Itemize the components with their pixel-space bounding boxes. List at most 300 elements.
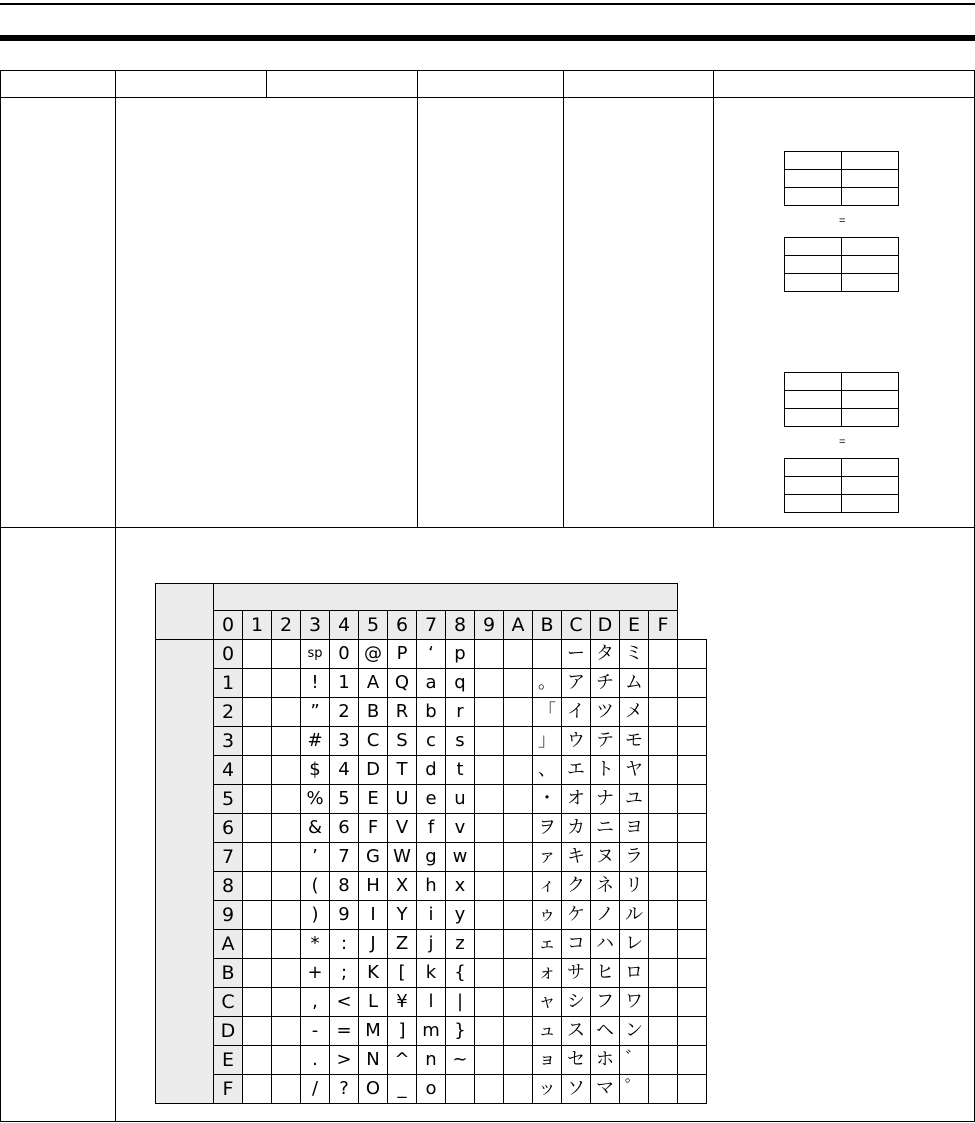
table-row [156, 1017, 707, 1046]
char-cell [243, 727, 272, 756]
char-cell: ゥ [533, 901, 562, 930]
char-cell: @ [359, 640, 388, 669]
char-cell: ア [562, 669, 591, 698]
column-header: 2 [272, 611, 301, 640]
char-cell: ユ [620, 785, 649, 814]
char-cell: F [359, 814, 388, 843]
char-cell [678, 785, 707, 814]
char-cell [533, 640, 562, 669]
char-cell: キ [562, 843, 591, 872]
char-cell: D [359, 756, 388, 785]
char-cell [475, 843, 504, 872]
char-cell [504, 640, 533, 669]
char-cell [272, 1075, 301, 1104]
char-cell: ク [562, 872, 591, 901]
char-cell [678, 756, 707, 785]
table-row [156, 814, 707, 843]
char-cell [649, 1075, 678, 1104]
char-cell: E [359, 785, 388, 814]
lower-digit-band [156, 640, 214, 1104]
char-cell: b [417, 698, 446, 727]
char-cell [504, 727, 533, 756]
char-cell: ロ [620, 959, 649, 988]
row-header: 2 [214, 698, 243, 727]
col-divider-5 [713, 70, 714, 528]
row-header: B [214, 959, 243, 988]
char-cell: Y [388, 901, 417, 930]
char-cell: Z [388, 930, 417, 959]
table-row [156, 1075, 707, 1104]
char-cell: j [417, 930, 446, 959]
char-cell [678, 814, 707, 843]
char-cell: { [446, 959, 475, 988]
char-cell: ヲ [533, 814, 562, 843]
char-cell: 6 [330, 814, 359, 843]
char-cell: 2 [330, 698, 359, 727]
char-cell [649, 1046, 678, 1075]
char-cell: K [359, 959, 388, 988]
char-cell [475, 756, 504, 785]
table-row [156, 640, 707, 669]
char-cell: 、 [533, 756, 562, 785]
char-cell [504, 669, 533, 698]
char-cell: ’ [301, 843, 330, 872]
column-header: 5 [359, 611, 388, 640]
column-header: E [620, 611, 649, 640]
row-header: 7 [214, 843, 243, 872]
table-corner [156, 584, 214, 640]
char-cell: フ [591, 988, 620, 1017]
row-header: 0 [214, 640, 243, 669]
char-cell [649, 843, 678, 872]
char-cell [475, 814, 504, 843]
char-cell: R [388, 698, 417, 727]
char-cell [272, 814, 301, 843]
row-header: 9 [214, 901, 243, 930]
char-cell: メ [620, 698, 649, 727]
char-cell [504, 1017, 533, 1046]
char-cell [504, 872, 533, 901]
char-cell: ゜ [620, 1075, 649, 1104]
column-header: 9 [475, 611, 504, 640]
table-row [156, 698, 707, 727]
char-cell [243, 1075, 272, 1104]
row-header: 6 [214, 814, 243, 843]
column-header: 8 [446, 611, 475, 640]
char-cell [504, 698, 533, 727]
col-divider-4 [563, 70, 564, 528]
char-cell [678, 640, 707, 669]
register-diagram-1 [784, 151, 899, 206]
char-cell [649, 930, 678, 959]
char-cell: s [446, 727, 475, 756]
char-cell [678, 1046, 707, 1075]
char-cell: ー [562, 640, 591, 669]
char-cell: + [301, 959, 330, 988]
char-cell: f [417, 814, 446, 843]
char-cell [678, 698, 707, 727]
table-row [156, 988, 707, 1017]
char-cell: N [359, 1046, 388, 1075]
char-cell: o [417, 1075, 446, 1104]
char-cell [649, 669, 678, 698]
char-cell: * [301, 930, 330, 959]
table-row [156, 1046, 707, 1075]
char-cell [243, 698, 272, 727]
char-cell [243, 785, 272, 814]
char-cell: ? [330, 1075, 359, 1104]
char-cell [272, 872, 301, 901]
row-header: E [214, 1046, 243, 1075]
char-cell: ュ [533, 1017, 562, 1046]
char-cell [243, 901, 272, 930]
column-header: D [591, 611, 620, 640]
char-cell: V [388, 814, 417, 843]
char-cell [272, 640, 301, 669]
char-cell: c [417, 727, 446, 756]
char-cell [649, 785, 678, 814]
column-header-row [156, 611, 707, 640]
column-header: 7 [417, 611, 446, 640]
char-cell: : [330, 930, 359, 959]
char-cell: ス [562, 1017, 591, 1046]
char-cell [678, 843, 707, 872]
char-cell: y [446, 901, 475, 930]
char-cell [504, 785, 533, 814]
char-cell [475, 959, 504, 988]
char-cell: 7 [330, 843, 359, 872]
char-cell: ^ [388, 1046, 417, 1075]
char-cell: ツ [591, 698, 620, 727]
char-cell: < [330, 988, 359, 1017]
char-cell [243, 930, 272, 959]
char-cell [243, 872, 272, 901]
register-diagram-3 [784, 372, 899, 427]
char-cell [678, 1017, 707, 1046]
column-header: 3 [301, 611, 330, 640]
character-code-table [155, 583, 707, 1104]
char-cell: ~ [446, 1046, 475, 1075]
table-row [156, 669, 707, 698]
char-cell [504, 901, 533, 930]
char-cell: P [388, 640, 417, 669]
char-cell: k [417, 959, 446, 988]
char-cell [272, 901, 301, 930]
column-header: 6 [388, 611, 417, 640]
char-cell: S [388, 727, 417, 756]
char-cell: W [388, 843, 417, 872]
row-header: 8 [214, 872, 243, 901]
char-cell: シ [562, 988, 591, 1017]
char-cell [475, 930, 504, 959]
char-cell [504, 814, 533, 843]
char-cell: ン [620, 1017, 649, 1046]
register-diagram-4 [784, 458, 899, 513]
row-header: F [214, 1075, 243, 1104]
header-rule-thick [0, 35, 975, 41]
char-cell [649, 814, 678, 843]
char-cell: 9 [330, 901, 359, 930]
char-cell [243, 1046, 272, 1075]
char-cell [649, 1017, 678, 1046]
char-cell [504, 988, 533, 1017]
row-header: C [214, 988, 243, 1017]
char-cell [475, 1046, 504, 1075]
char-cell: z [446, 930, 475, 959]
char-cell [272, 785, 301, 814]
char-cell: % [301, 785, 330, 814]
char-cell: h [417, 872, 446, 901]
char-cell: イ [562, 698, 591, 727]
char-cell: ] [388, 1017, 417, 1046]
char-cell: g [417, 843, 446, 872]
char-cell: / [301, 1075, 330, 1104]
char-cell [272, 930, 301, 959]
char-cell: ; [330, 959, 359, 988]
char-cell: , [301, 988, 330, 1017]
header-rule-thin [0, 3, 975, 5]
char-cell: J [359, 930, 388, 959]
char-cell: > [330, 1046, 359, 1075]
char-cell [272, 1017, 301, 1046]
char-cell: p [446, 640, 475, 669]
char-cell [649, 756, 678, 785]
char-cell: d [417, 756, 446, 785]
char-cell [475, 901, 504, 930]
char-cell [272, 959, 301, 988]
char-cell: ハ [591, 930, 620, 959]
equals-mark-2: = [839, 436, 846, 448]
char-cell [649, 988, 678, 1017]
char-cell: ト [591, 756, 620, 785]
char-cell [243, 988, 272, 1017]
char-cell [243, 669, 272, 698]
column-header: 1 [243, 611, 272, 640]
row-header: 4 [214, 756, 243, 785]
char-cell: ヨ [620, 814, 649, 843]
char-cell: エ [562, 756, 591, 785]
char-cell: 。 [533, 669, 562, 698]
char-cell [272, 669, 301, 698]
char-cell: w [446, 843, 475, 872]
row-header: 5 [214, 785, 243, 814]
char-cell [678, 901, 707, 930]
table-row [156, 872, 707, 901]
char-cell [475, 640, 504, 669]
char-cell [243, 959, 272, 988]
char-cell: オ [562, 785, 591, 814]
char-cell: q [446, 669, 475, 698]
char-cell: 4 [330, 756, 359, 785]
char-cell: 1 [330, 669, 359, 698]
column-header: A [504, 611, 533, 640]
char-cell [649, 901, 678, 930]
char-cell [504, 930, 533, 959]
char-cell [649, 640, 678, 669]
char-cell [678, 1075, 707, 1104]
char-cell: ワ [620, 988, 649, 1017]
char-cell: テ [591, 727, 620, 756]
char-cell: U [388, 785, 417, 814]
char-cell: ケ [562, 901, 591, 930]
header-row-divider [0, 97, 975, 98]
char-cell: = [330, 1017, 359, 1046]
char-cell: a [417, 669, 446, 698]
char-cell: ‘ [417, 640, 446, 669]
char-cell: [ [388, 959, 417, 988]
column-header: 0 [214, 611, 243, 640]
char-cell: ァ [533, 843, 562, 872]
char-cell: r [446, 698, 475, 727]
char-cell: O [359, 1075, 388, 1104]
char-cell: T [388, 756, 417, 785]
char-cell: # [301, 727, 330, 756]
char-cell: sp [301, 640, 330, 669]
table-row [156, 727, 707, 756]
char-cell: C [359, 727, 388, 756]
char-cell: タ [591, 640, 620, 669]
char-cell: ヘ [591, 1017, 620, 1046]
char-cell: i [417, 901, 446, 930]
char-cell: | [446, 988, 475, 1017]
char-cell: ヒ [591, 959, 620, 988]
char-cell: ル [620, 901, 649, 930]
char-cell [504, 1046, 533, 1075]
char-cell [475, 988, 504, 1017]
char-cell: 5 [330, 785, 359, 814]
char-cell: & [301, 814, 330, 843]
char-cell: リ [620, 872, 649, 901]
char-cell: - [301, 1017, 330, 1046]
char-cell [649, 959, 678, 988]
char-cell: ョ [533, 1046, 562, 1075]
char-cell [272, 843, 301, 872]
char-cell: モ [620, 727, 649, 756]
row-header: D [214, 1017, 243, 1046]
char-cell [272, 698, 301, 727]
column-header: 4 [330, 611, 359, 640]
char-cell: ヌ [591, 843, 620, 872]
char-cell: e [417, 785, 446, 814]
char-cell: . [301, 1046, 330, 1075]
char-cell: カ [562, 814, 591, 843]
char-cell: ォ [533, 959, 562, 988]
char-cell: ヤ [620, 756, 649, 785]
char-cell: v [446, 814, 475, 843]
char-cell: ( [301, 872, 330, 901]
char-cell: チ [591, 669, 620, 698]
char-cell [272, 1046, 301, 1075]
char-cell [649, 727, 678, 756]
table-row [156, 901, 707, 930]
char-cell: 」 [533, 727, 562, 756]
char-cell: ノ [591, 901, 620, 930]
char-cell: n [417, 1046, 446, 1075]
char-cell: _ [388, 1075, 417, 1104]
char-cell [678, 727, 707, 756]
char-cell [475, 1017, 504, 1046]
char-cell: ¥ [388, 988, 417, 1017]
char-cell [272, 988, 301, 1017]
row-header: 3 [214, 727, 243, 756]
char-cell: Q [388, 669, 417, 698]
char-cell: ラ [620, 843, 649, 872]
char-cell: ソ [562, 1075, 591, 1104]
char-cell: コ [562, 930, 591, 959]
char-cell: u [446, 785, 475, 814]
register-diagram-2 [784, 237, 899, 292]
char-cell [678, 959, 707, 988]
row-header: A [214, 930, 243, 959]
char-cell [475, 872, 504, 901]
char-cell: t [446, 756, 475, 785]
char-cell: } [446, 1017, 475, 1046]
char-cell [475, 727, 504, 756]
char-cell [243, 1017, 272, 1046]
char-cell [243, 756, 272, 785]
char-cell: I [359, 901, 388, 930]
table-row [156, 959, 707, 988]
char-cell: x [446, 872, 475, 901]
char-cell [649, 698, 678, 727]
char-cell: m [417, 1017, 446, 1046]
char-cell [243, 843, 272, 872]
char-cell: ィ [533, 872, 562, 901]
char-cell [504, 1075, 533, 1104]
table-header-band [156, 584, 707, 611]
char-cell [678, 988, 707, 1017]
char-cell: ッ [533, 1075, 562, 1104]
char-cell [272, 756, 301, 785]
char-cell: ニ [591, 814, 620, 843]
char-cell: サ [562, 959, 591, 988]
char-cell: ミ [620, 640, 649, 669]
column-header: C [562, 611, 591, 640]
char-cell: レ [620, 930, 649, 959]
char-cell [504, 959, 533, 988]
char-cell [272, 727, 301, 756]
char-cell [649, 872, 678, 901]
char-cell: B [359, 698, 388, 727]
table-row [156, 930, 707, 959]
row-header: 1 [214, 669, 243, 698]
char-cell: l [417, 988, 446, 1017]
char-cell: ! [301, 669, 330, 698]
char-cell: G [359, 843, 388, 872]
char-cell [243, 814, 272, 843]
char-cell: セ [562, 1046, 591, 1075]
char-cell: ) [301, 901, 330, 930]
char-cell: L [359, 988, 388, 1017]
upper-digit-band [214, 584, 678, 611]
char-cell: 0 [330, 640, 359, 669]
char-cell [446, 1075, 475, 1104]
char-cell: $ [301, 756, 330, 785]
col-divider-2 [266, 70, 267, 97]
char-cell [475, 698, 504, 727]
char-cell [475, 1075, 504, 1104]
char-cell [475, 669, 504, 698]
char-cell [678, 669, 707, 698]
col-divider-3 [417, 70, 418, 528]
char-cell: ネ [591, 872, 620, 901]
char-cell: ナ [591, 785, 620, 814]
column-header: F [649, 611, 678, 640]
equals-mark-1: = [839, 215, 846, 227]
char-cell [475, 785, 504, 814]
table-row [156, 785, 707, 814]
char-cell: H [359, 872, 388, 901]
